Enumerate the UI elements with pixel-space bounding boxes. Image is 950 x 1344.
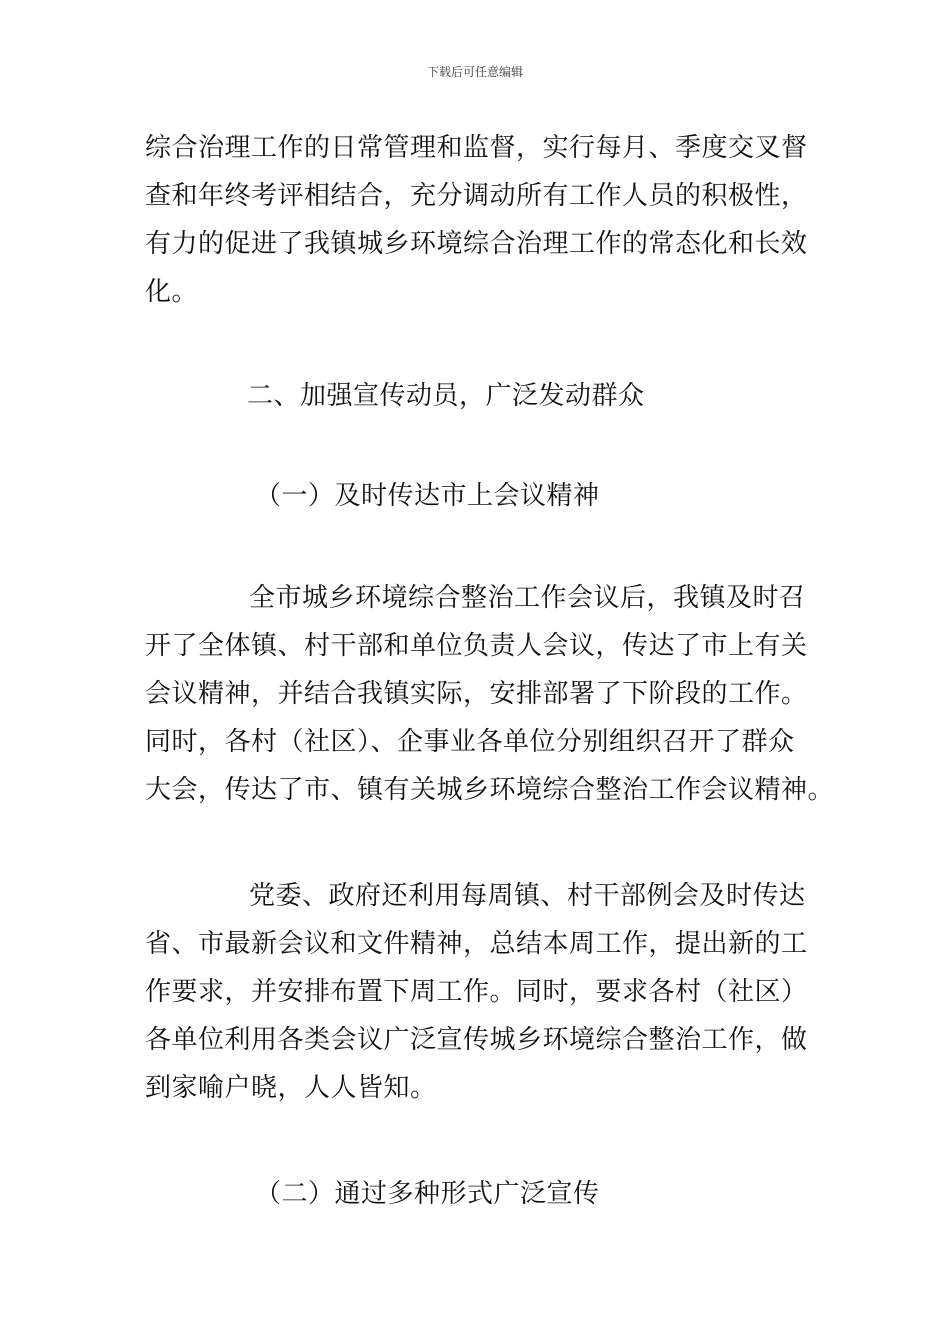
subsection-heading: （二）通过多种形式广泛宣传: [255, 1179, 600, 1209]
paragraph-line: 会议精神，并结合我镇实际，安排部署了下阶段的工作。: [145, 679, 808, 709]
paragraph-line: 到家喻户晓，人人皆知。: [145, 1073, 437, 1103]
paragraph-line: 作要求，并安排布置下周工作。同时，要求各村（社区）: [145, 977, 808, 1007]
paragraph-line: 有力的促进了我镇城乡环境综合治理工作的常态化和长效: [145, 229, 808, 259]
page-header: 下载后可任意编辑: [426, 65, 523, 79]
section-heading: 二、加强宣传动员，广泛发动群众: [247, 381, 645, 411]
paragraph-line: 化。: [145, 277, 199, 307]
paragraph-line: 各单位利用各类会议广泛宣传城乡环境综合整治工作，做: [145, 1025, 808, 1055]
paragraph-line: 开了全体镇、村干部和单位负责人会议，传达了市上有关: [145, 631, 808, 661]
paragraph-meeting: [145, 574, 835, 814]
paragraph-management: [145, 124, 815, 316]
paragraph-line: 大会，传达了市、镇有关城乡环境综合整治工作会议精神。: [145, 775, 835, 805]
paragraph-line: 省、市最新会议和文件精神，总结本周工作，提出新的工: [145, 929, 808, 959]
subsection-heading: （一）及时传达市上会议精神: [255, 481, 600, 511]
paragraph-line: 全市城乡环境综合整治工作会议后，我镇及时召: [249, 583, 806, 613]
paragraph-line: 查和年终考评相结合，充分调动所有工作人员的积极性，: [145, 181, 808, 211]
paragraph-line: 综合治理工作的日常管理和监督，实行每月、季度交叉督: [145, 133, 808, 163]
paragraph-line: 党委、政府还利用每周镇、村干部例会及时传达: [249, 881, 806, 911]
paragraph-weekly: [145, 872, 815, 1112]
paragraph-line: 同时，各村（社区）、企事业各单位分别组织召开了群众: [145, 727, 795, 757]
